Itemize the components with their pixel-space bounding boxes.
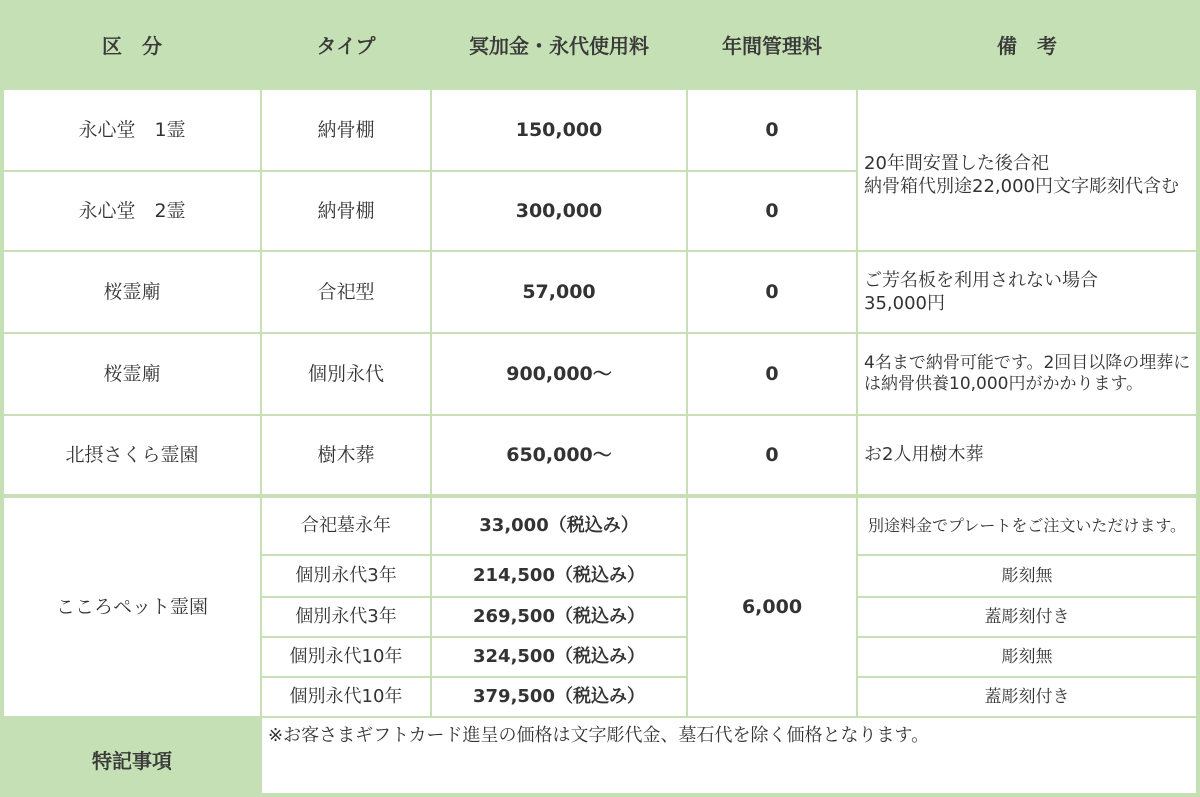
header-annual-fee: 年間管理料 [688, 4, 856, 88]
row-divider [0, 88, 1200, 90]
header-type: タイプ [262, 4, 430, 88]
col-divider [856, 0, 858, 718]
row-type: 合祀型 [317, 280, 375, 303]
row-price: 300,000 [515, 199, 603, 222]
row-annual-fee: 0 [765, 280, 779, 303]
row-category: 北摂さくら霊園 [65, 443, 199, 466]
pet-price: 269,500（税込み） [473, 606, 645, 628]
pet-type: 合祀墓永年 [301, 515, 391, 537]
row-remarks: ご芳名板を利用されない場合 35,000円 [864, 269, 1098, 314]
row-type: 納骨棚 [317, 118, 375, 141]
row-type: 納骨棚 [317, 199, 375, 222]
pet-price: 33,000（税込み） [479, 515, 639, 537]
col-divider [430, 0, 432, 718]
row-category: 永心堂 1霊 [78, 118, 186, 141]
pet-type: 個別永代3年 [295, 606, 397, 628]
special-notes-label: 特記事項 [4, 718, 260, 793]
row-divider [0, 250, 1200, 252]
pet-category: こころペット霊園 [55, 595, 208, 618]
pet-remarks: 彫刻無 [1001, 565, 1053, 586]
border-top [0, 0, 1200, 4]
row-divider [262, 554, 688, 556]
row-divider [0, 414, 1200, 416]
header-remarks: 備 考 [858, 4, 1196, 88]
row-divider [856, 676, 1200, 678]
special-notes-text: ※お客さまギフトカード進呈の価格は文字彫代金、墓石代を除く価格となります。 [268, 725, 930, 746]
row-divider [0, 716, 1200, 718]
row-price: 900,000～ [506, 362, 612, 385]
row-divider [0, 332, 1200, 334]
pet-remarks: 別途料金でプレートをご注文いただけます。 [867, 515, 1187, 535]
row-divider [856, 636, 1200, 638]
row-category: 桜霊廟 [103, 362, 161, 385]
row-divider [856, 554, 1200, 556]
row-remarks: 4名まで納骨可能です。2回目以降の埋葬には納骨供養10,000円がかかります。 [864, 352, 1191, 394]
col-divider [686, 0, 688, 718]
row-annual-fee: 0 [765, 118, 779, 141]
border-left [0, 0, 4, 797]
row-divider [0, 170, 858, 172]
row-price: 650,000～ [506, 443, 612, 466]
row-annual-fee: 0 [765, 443, 779, 466]
row-price: 150,000 [515, 118, 603, 141]
pet-type: 個別永代3年 [295, 565, 397, 587]
pet-price: 379,500（税込み） [473, 686, 645, 708]
pet-remarks: 蓋彫刻付き [984, 686, 1070, 707]
header-price: 冥加金・永代使用料 [432, 4, 686, 88]
pet-type: 個別永代10年 [289, 686, 403, 708]
pet-remarks: 蓋彫刻付き [984, 606, 1070, 627]
row-price: 57,000 [522, 280, 596, 303]
border-bottom [0, 793, 1200, 797]
pet-price: 214,500（税込み） [473, 565, 645, 587]
pet-price: 324,500（税込み） [473, 646, 645, 668]
eishindo-remarks: 20年間安置した後合祀 納骨箱代別途22,000円文字彫刻代含む [864, 152, 1179, 197]
row-divider [262, 596, 688, 598]
pet-annual-fee: 6,000 [741, 595, 803, 618]
row-category: 桜霊廟 [103, 280, 161, 303]
row-type: 樹木葬 [317, 443, 375, 466]
header-category: 区 分 [4, 4, 260, 88]
pet-type: 個別永代10年 [289, 646, 403, 668]
pet-remarks: 彫刻無 [1001, 646, 1053, 667]
row-annual-fee: 0 [765, 199, 779, 222]
row-annual-fee: 0 [765, 362, 779, 385]
row-divider [0, 494, 1200, 498]
row-type: 個別永代 [307, 362, 384, 385]
row-divider [856, 596, 1200, 598]
row-remarks: お2人用樹木葬 [864, 444, 984, 466]
row-divider [262, 636, 688, 638]
row-category: 永心堂 2霊 [78, 199, 186, 222]
row-divider [262, 676, 688, 678]
